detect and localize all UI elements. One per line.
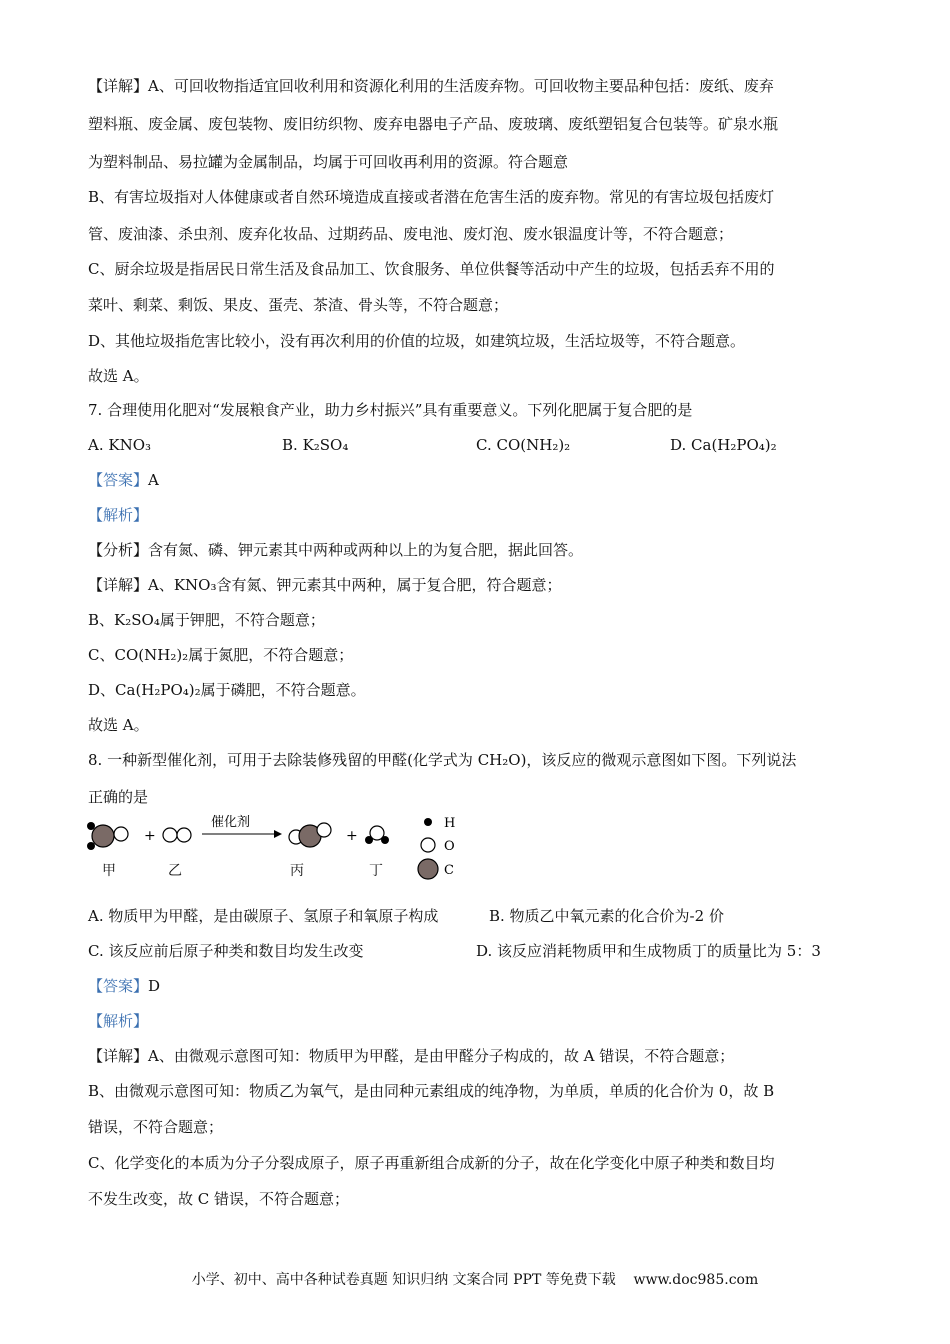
legend-h: H [444,816,456,831]
text-line: 塑料瓶、废金属、废包装物、废旧纺织物、废弃电器电子产品、废玻璃、废纸塑铝复合包装等。矿泉水瓶 [88,115,779,133]
text-line: 管、废油漆、杀虫剂、废弃化妆品、过期药品、废电池、废灯泡、废水银温度计等，不符合题意； [88,225,734,243]
footer-link[interactable]: www.doc985.com [633,1272,759,1288]
text-line: 故选 A。 [88,716,149,734]
reaction-diagram-svg [84,812,484,882]
reaction-diagram [84,812,484,886]
q8-option-b: B. 物质乙中氧元素的化合价为-2 价 [489,907,724,925]
answer-7: 【答案】A [88,471,159,489]
text-line: B、K₂SO₄属于钾肥，不符合题意； [88,611,325,629]
molecule-ding [365,826,389,844]
oxygen-atom-icon [421,838,435,852]
label-bing: 丙 [290,863,304,879]
label-jia: 甲 [102,863,116,879]
molecule-yi [163,828,191,842]
plus-sign: + [346,828,358,844]
text-line: 【分析】含有氮、磷、钾元素其中两种或两种以上的为复合肥，据此回答。 [88,541,584,559]
q8-option-c: C. 该反应前后原子种类和数目均发生改变 [88,942,364,960]
answer-8: 【答案】D [88,977,161,995]
analysis-heading: 【解析】 [88,506,149,524]
text-line: 错误，不符合题意； [88,1118,224,1136]
text-line: D、其他垃圾指危害比较小，没有再次利用的价值的垃圾，如建筑垃圾，生活垃圾等，不符合题意。 [88,332,746,350]
footer-text: 小学、初中、高中各种试卷真题 知识归纳 文案合同 PPT 等免费下载 [191,1272,616,1288]
text-line: D、Ca(H₂PO₄)₂属于磷肥，不符合题意。 [88,681,366,699]
text-line: 【详解】A、可回收物指适宜回收利用和资源化利用的生活废弃物。可回收物主要品种包括：废纸、废弃 [88,77,774,95]
text-line: C、CO(NH₂)₂属于氮肥，不符合题意； [88,646,354,664]
q7-option-c: C. CO(NH₂)₂ [476,436,571,454]
text-line: 【详解】A、由微观示意图可知：物质甲为甲醛，是由甲醛分子构成的，故 A 错误，不符合题意； [88,1047,735,1065]
text-line: B、有害垃圾指对人体健康或者自然环境造成直接或者潜在危害生活的废弃物。常见的有害垃圾包括废灯 [88,188,775,206]
question-8: 8. 一种新型催化剂，可用于去除装修残留的甲醛(化学式为 CH₂O)，该反应的微观示意图如下图。下列说法 [88,751,797,769]
question-8-cont: 正确的是 [88,788,149,806]
text-line: B、由微观示意图可知：物质乙为氧气，是由同种元素组成的纯净物，为单质，单质的化合价为 0，故 B [88,1082,775,1100]
hydrogen-atom-icon [424,818,432,826]
text-line: 菜叶、剩菜、剩饭、果皮、蛋壳、茶渣、骨头等，不符合题意； [88,296,509,314]
legend-c: C [444,863,454,878]
text-line: C、厨余垃圾是指居民日常生活及食品加工、饮食服务、单位供餐等活动中产生的垃圾，包括丢弃不用的 [88,260,775,278]
q7-option-a: A. KNO₃ [88,436,152,454]
q7-option-d: D. Ca(H₂PO₄)₂ [670,436,777,454]
molecule-jia [87,822,128,850]
analysis-heading: 【解析】 [88,1012,149,1030]
legend-o: O [444,839,455,854]
text-line: 【详解】A、KNO₃含有氮、钾元素其中两种，属于复合肥，符合题意； [88,576,562,594]
arrow-head-icon [274,830,282,838]
q8-option-d: D. 该反应消耗物质甲和生成物质丁的质量比为 5：3 [476,942,821,960]
text-line: C、化学变化的本质为分子分裂成原子，原子再重新组合成新的分子，故在化学变化中原子种类和数目均 [88,1154,775,1172]
text-line: 故选 A。 [88,367,149,385]
text-line: 不发生改变，故 C 错误，不符合题意； [88,1190,350,1208]
legend [418,816,455,879]
text-line: 为塑料制品、易拉罐为金属制品，均属于可回收再利用的资源。符合题意 [88,153,569,171]
page-footer [0,1270,950,1290]
label-ding: 丁 [369,863,383,879]
molecule-bing [289,823,331,847]
question-7: 7. 合理使用化肥对“发展粮食产业，助力乡村振兴”具有重要意义。下列化肥属于复合肥的是 [88,401,693,419]
q8-option-a: A. 物质甲为甲醛，是由碳原子、氢原子和氧原子构成 [88,907,439,925]
carbon-atom-icon [418,859,438,879]
q7-option-b: B. K₂SO₄ [282,436,349,454]
plus-sign: + [144,828,156,844]
catalyst-label: 催化剂 [211,815,251,830]
label-yi: 乙 [168,863,182,879]
